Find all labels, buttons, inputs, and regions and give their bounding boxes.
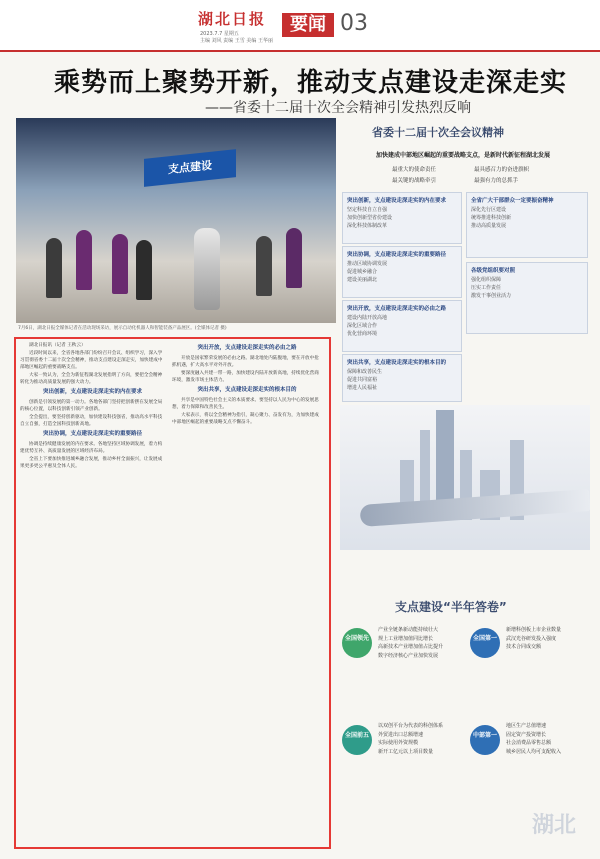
info-box-title: 突出创新，支点建设走深走实的内在要求 (347, 198, 447, 204)
article-paragraph: 全省上下要加快推进城乡融合发展，推动乡村全面振兴，让发展成果更多更公平惠及全体人民。 (20, 457, 163, 469)
goal-item: 最重大的使命责任 (392, 167, 437, 173)
article-subheading: 突出开放，支点建设走深走实的必由之路 (197, 345, 297, 351)
info-box-item: 压实工作责任 (471, 285, 502, 291)
article-subheading: 突出协调，支点建设走深走实的重要路径 (42, 431, 142, 437)
badge-national-top5: 全国前五 (342, 725, 372, 755)
person-figure (76, 230, 92, 290)
info-box-item: 促进城乡融合 (347, 269, 378, 275)
article-subheading: 突出共享，支点建设走深走实的根本目的 (197, 387, 297, 393)
article-paragraph: 开放是国家繁荣发展的必由之路。湖北地处内陆腹地，要在开放中抢抓机遇，扩大高水平对外开放。 (172, 356, 319, 368)
article-column-1 (20, 342, 165, 840)
info-box-item: 深化区域合作 (347, 323, 378, 329)
midyear-item: 技术合同成交额 (506, 644, 542, 650)
info-box (342, 354, 462, 402)
article-paragraph: 协调是持续健康发展的内在要求。各地坚持区域协调发展，着力构建优势互补、高质量发展的区域经济布局。 (20, 442, 163, 454)
info-box-item: 推动区域协调发展 (347, 261, 388, 267)
photo-sign: 支点建设 (144, 149, 236, 187)
badge-national-lead: 全国领先 (342, 628, 372, 658)
info-box-title: 全省广大干部群众一定要振奋精神 (471, 198, 554, 204)
section-label: 要闻 (282, 13, 334, 37)
article-paragraph: 要深度融入共建一带一路，加快建设内陆开放新高地，持续优化营商环境，激发市场主体活力。 (172, 371, 319, 383)
article-paragraph: 近段时间以来，全省各地各部门纷纷召开会议、组织学习，深入学习贯彻省委十二届十次全会精神，推动支点建设走深走实，加快建成中部地区崛起的重要战略支点。 (20, 351, 163, 370)
sub-headline: ——省委十二届十次全会精神引发热烈反响 (205, 100, 471, 116)
masthead (0, 0, 600, 52)
info-box-item: 保障和改善民生 (347, 369, 383, 375)
info-box-item: 强化组织保障 (471, 277, 502, 283)
info-box-title: 突出开放，支点建设走深走实的必由之路 (347, 306, 447, 312)
info-box (466, 262, 588, 334)
info-box (342, 192, 462, 244)
midyear-list (378, 722, 443, 756)
article-paragraph: 大家一致认为，全会为新征程湖北发展指明了方向，要把全会精神转化为推动高质量发展的强大动力。 (20, 373, 163, 385)
goal-item: 最强有力的总抓手 (474, 178, 519, 184)
infographic-subtitle: 加快建成中部地区崛起的重要战略支点，是新时代新征程湖北发展 (376, 152, 551, 159)
info-box-item: 深化先行区建设 (471, 207, 507, 213)
article-column-2 (172, 342, 322, 840)
midyear-list (506, 626, 561, 652)
midyear-list (506, 722, 561, 756)
article-paragraph: 共享是中国特色社会主义的本质要求。要坚持以人民为中心的发展思想，着力保障和改善民生。 (172, 398, 319, 410)
photo-caption: 7月6日，湖北日报全媒体记者在活动现场采访，展示自动化机器人和智能装备产品展区。(全媒体记者 摄) (18, 326, 227, 331)
infographic-title: 省委十二届十次全会议精神 (372, 126, 504, 139)
info-box-item: 增进人民福祉 (347, 385, 378, 391)
midyear-item: 高新技术产业增加值占比提升 (378, 644, 444, 650)
badge-national-first: 全国第一 (470, 628, 500, 658)
article-paragraph: 湖北日报讯（记者 王秋云） (29, 343, 86, 348)
midyear-item: 数字经济核心产业加快发展 (378, 652, 439, 659)
main-headline: 乘势而上聚势开新，推动支点建设走深走实 (54, 68, 568, 98)
midyear-title: 支点建设“半年答卷” (395, 600, 507, 614)
midyear-item: 社会消费品零售总额 (506, 740, 552, 746)
midyear-item: 产业全链条新动能持续壮大 (378, 627, 439, 633)
page-number: 03 (340, 11, 368, 36)
article-paragraph: 大家表示，将以全会精神为指引，凝心聚力、奋发有为，为加快建成中部地区崛起的重要战略支点不懈奋斗。 (172, 413, 319, 425)
article-paragraph: 创新是引领发展的第一动力。各地各部门坚持把创新摆在发展全局的核心位置，以科技创新引领产业创新。 (20, 400, 163, 412)
high-speed-train-shape (360, 489, 590, 527)
info-box-item: 建设内陆开放高地 (347, 315, 388, 321)
midyear-item: 武汉光谷研发投入强度 (506, 635, 557, 642)
person-figure (256, 236, 272, 296)
info-box-title: 突出协调，支点建设走深走实的重要路径 (347, 252, 447, 258)
goal-item: 最关键的战略牵引 (392, 178, 437, 184)
midyear-item: 地区生产总值增速 (506, 723, 547, 729)
midyear-item: 实际使用外资规模 (378, 740, 419, 746)
info-box-item: 推动高质量发展 (471, 223, 507, 229)
exhibition-photo (16, 118, 336, 323)
info-box (342, 300, 462, 352)
person-figure (286, 228, 302, 288)
info-box-item: 激发干事创业活力 (471, 293, 512, 299)
info-box-title: 突出共享，支点建设走深走实的根本目的 (347, 360, 447, 366)
watermark-logo: 湖北 (532, 813, 577, 838)
info-box-title: 各级党组织要对照 (471, 268, 516, 274)
midyear-item: 外贸进出口总额增速 (378, 731, 424, 738)
person-figure (136, 240, 152, 300)
article-paragraph: 全会提出，要坚持创新驱动，加快建设科技强省，推动高水平科技自立自强，打造全国科技创新高地。 (20, 415, 163, 427)
info-box-item: 建设美丽湖北 (347, 277, 378, 283)
info-box-item: 深化科技体制改革 (347, 223, 388, 229)
info-box-item: 统筹推进科技创新 (471, 215, 512, 221)
midyear-item: 新增科创板上市企业数量 (506, 627, 562, 633)
issue-date: 2023.7.7 星期五 (200, 31, 239, 37)
newspaper-logo: 湖北日报 (198, 10, 267, 28)
person-figure (46, 238, 62, 298)
robot-figure (194, 228, 220, 310)
badge-central-first: 中部第一 (470, 725, 500, 755)
editor-credits: 主编 刘风 责编 王雪 美编 王华丽 (200, 38, 273, 44)
info-box-item: 坚定科技自立自强 (347, 207, 388, 213)
midyear-item: 新开工亿元以上项目数量 (378, 748, 434, 755)
goal-item: 最具感召力的奋进旗帜 (474, 167, 530, 173)
midyear-item: 固定资产投资增长 (506, 731, 547, 738)
city-skyline-illustration (340, 405, 590, 550)
info-box-item: 促进共同富裕 (347, 377, 378, 383)
midyear-item: 城乡居民人均可支配收入 (506, 748, 562, 755)
info-box-item: 加快创新型省份建设 (347, 215, 393, 221)
midyear-list (378, 626, 443, 660)
article-subheading: 突出创新，支点建设走深走实的内在要求 (42, 389, 142, 395)
midyear-item: 以双创平台为代表的科创体系 (378, 723, 444, 729)
info-box (342, 246, 462, 298)
midyear-item: 规上工业增加值同比增长 (378, 635, 434, 642)
person-figure (112, 234, 128, 294)
info-box (466, 192, 588, 258)
info-box-item: 优化营商环境 (347, 331, 378, 337)
